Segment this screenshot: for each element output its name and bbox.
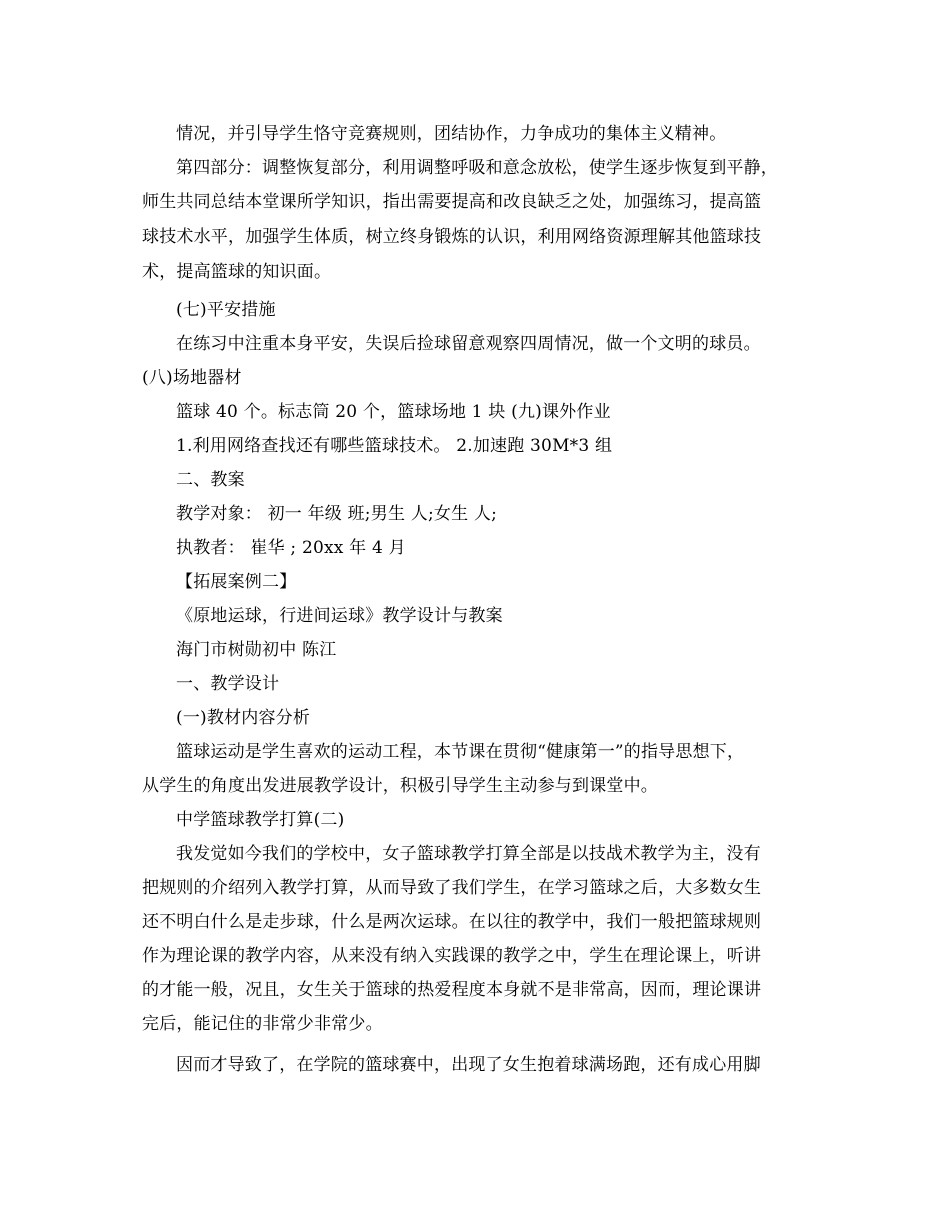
text-line: 1.利用网络查找还有哪些篮球技术。 2.加速跑 30M*3 组 [176, 436, 613, 456]
text-line: 执教者： 崔华 ; 20xx 年 4 月 [176, 538, 406, 558]
text-line: 完后，能记住的非常少非常少。 [142, 1014, 383, 1034]
section-heading: 【拓展案例二】 [176, 572, 297, 592]
text-line: 第四部分：调整恢复部分，利用调整呼吸和意念放松，使学生逐步恢复到平静， [176, 158, 778, 178]
text-line: 情况，并引导学生恪守竞赛规则，团结协作，力争成功的集体主义精神。 [176, 124, 727, 144]
text-line: 作为理论课的教学内容，从来没有纳入实践课的教学之中，学生在理论课上，听讲 [142, 946, 762, 966]
text-line: 教学对象： 初一 年级 班;男生 人;女生 人; [176, 504, 498, 524]
text-line: 我发觉如今我们的学校中，女子篮球教学打算全部是以技战术教学为主，没有 [176, 844, 761, 864]
author-line: 海门市树勋初中 陈江 [176, 640, 337, 660]
section-heading: 一、教学设计 [176, 674, 280, 694]
section-heading: 中学篮球教学打算(二) [176, 810, 345, 830]
text-line: 的才能一般，况且，女生关于篮球的热爱程度本身就不是非常高，因而，理论课讲 [142, 980, 762, 1000]
text-line: 因而才导致了，在学院的篮球赛中，出现了女生抱着球满场跑，还有成心用脚 [176, 1055, 761, 1075]
section-heading: (七)平安措施 [176, 300, 276, 320]
text-line: 师生共同总结本堂课所学知识，指出需要提高和改良缺乏之处，加强练习，提高篮 [142, 192, 762, 212]
section-heading: (八)场地器材 [142, 368, 242, 388]
text-line: 术，提高篮球的知识面。 [142, 262, 332, 282]
text-line: 从学生的角度出发进展教学设计，积极引导学生主动参与到课堂中。 [142, 776, 658, 796]
text-line: 篮球 40 个。标志筒 20 个，篮球场地 1 块 (九)课外作业 [176, 402, 611, 422]
document-title: 《原地运球，行进间运球》教学设计与教案 [176, 606, 503, 626]
text-line: 球技术水平，加强学生体质，树立终身锻炼的认识，利用网络资源理解其他篮球技 [142, 227, 762, 247]
text-line: 把规则的介绍列入教学打算，从而导致了我们学生，在学习篮球之后，大多数女生 [142, 878, 762, 898]
text-line: 在练习中注重本身平安，失误后捡球留意观察四周情况，做一个文明的球员。 [176, 334, 761, 354]
text-line: 还不明白什么是走步球，什么是两次运球。在以往的教学中，我们一般把篮球规则 [142, 912, 762, 932]
section-heading: (一)教材内容分析 [176, 708, 311, 728]
text-line: 篮球运动是学生喜欢的运动工程，本节课在贯彻“健康第一”的指导思想下， [176, 742, 745, 762]
section-heading: 二、教案 [176, 470, 245, 490]
